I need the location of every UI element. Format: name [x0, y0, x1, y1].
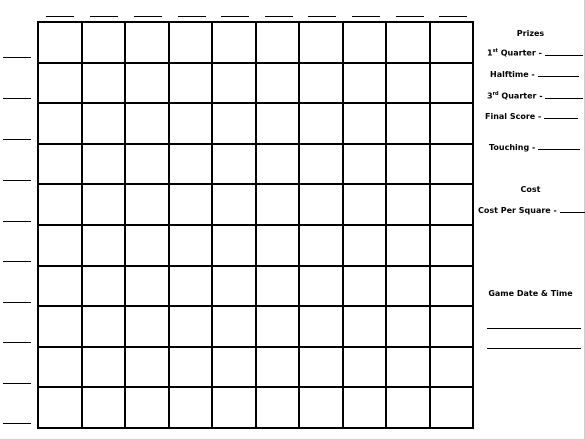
column-blank[interactable]: [308, 16, 336, 17]
grid-square[interactable]: [170, 64, 214, 105]
row-blank[interactable]: [3, 261, 31, 262]
grid-square[interactable]: [39, 307, 83, 348]
grid-square[interactable]: [170, 226, 214, 267]
column-number-blanks: [0, 0, 480, 22]
column-blank[interactable]: [221, 16, 249, 17]
grid-square[interactable]: [387, 185, 431, 226]
row-blank[interactable]: [3, 180, 31, 181]
grid-square[interactable]: [126, 307, 170, 348]
grid-square[interactable]: [39, 23, 83, 64]
grid-square[interactable]: [83, 185, 127, 226]
grid-square[interactable]: [344, 64, 388, 105]
grid-square[interactable]: [170, 307, 214, 348]
grid-square[interactable]: [387, 307, 431, 348]
cost-heading: Cost: [520, 185, 541, 194]
game-date-field[interactable]: [487, 328, 581, 329]
row-blank[interactable]: [3, 423, 31, 424]
grid-square[interactable]: [387, 64, 431, 105]
grid-square[interactable]: [300, 348, 344, 389]
grid-square[interactable]: [300, 226, 344, 267]
grid-square[interactable]: [213, 226, 257, 267]
prize-halftime-label: Halftime -: [490, 70, 535, 79]
row-blank[interactable]: [3, 139, 31, 140]
game-date-time-heading: Game Date & Time: [488, 289, 573, 298]
grid-square[interactable]: [83, 23, 127, 64]
column-blank[interactable]: [439, 16, 467, 17]
prize-first-quarter: [487, 48, 583, 58]
grid-square[interactable]: [431, 226, 475, 267]
grid-square[interactable]: [344, 226, 388, 267]
grid-square[interactable]: [431, 267, 475, 308]
row-blank[interactable]: [3, 342, 31, 343]
grid-square[interactable]: [431, 104, 475, 145]
grid-square[interactable]: [300, 23, 344, 64]
prize-first-quarter-ordinal: 1: [487, 48, 493, 58]
info-panel: [476, 0, 585, 440]
grid-square[interactable]: [387, 104, 431, 145]
grid-square[interactable]: [387, 23, 431, 64]
grid-square[interactable]: [257, 185, 301, 226]
prize-first-quarter-suffix: st: [492, 48, 498, 54]
grid-square[interactable]: [39, 104, 83, 145]
grid-square[interactable]: [300, 64, 344, 105]
grid-square[interactable]: [431, 64, 475, 105]
grid-square[interactable]: [39, 388, 83, 429]
grid-square[interactable]: [431, 348, 475, 389]
grid-square[interactable]: [83, 226, 127, 267]
grid-square[interactable]: [257, 307, 301, 348]
grid-square[interactable]: [126, 64, 170, 105]
grid-square[interactable]: [213, 267, 257, 308]
row-blank[interactable]: [3, 57, 31, 58]
grid-square[interactable]: [39, 145, 83, 186]
grid-square[interactable]: [257, 23, 301, 64]
grid-square[interactable]: [126, 145, 170, 186]
grid-square[interactable]: [83, 104, 127, 145]
grid-square[interactable]: [387, 226, 431, 267]
prize-third-quarter-ordinal: 3: [487, 91, 493, 101]
column-blank[interactable]: [178, 16, 206, 17]
prize-touching: [489, 143, 580, 152]
grid-square[interactable]: [39, 348, 83, 389]
grid-square[interactable]: [213, 145, 257, 186]
grid-square[interactable]: [213, 185, 257, 226]
grid-square[interactable]: [126, 185, 170, 226]
prizes-heading: Prizes: [516, 29, 545, 38]
grid-square[interactable]: [39, 64, 83, 105]
prize-final-score-label: Final Score -: [485, 112, 542, 121]
grid-square[interactable]: [344, 104, 388, 145]
game-time-field[interactable]: [487, 348, 581, 349]
grid-square[interactable]: [213, 64, 257, 105]
grid-square[interactable]: [300, 185, 344, 226]
grid-square[interactable]: [257, 348, 301, 389]
grid-square[interactable]: [300, 145, 344, 186]
grid-square[interactable]: [431, 388, 475, 429]
grid-square[interactable]: [83, 307, 127, 348]
prize-halftime: [490, 70, 579, 79]
grid-square[interactable]: [83, 388, 127, 429]
grid-square[interactable]: [257, 104, 301, 145]
prize-first-quarter-label: Quarter -: [500, 48, 542, 58]
grid-square[interactable]: [344, 348, 388, 389]
prize-first-quarter-field[interactable]: [545, 49, 583, 56]
row-blank[interactable]: [3, 221, 31, 222]
grid-square[interactable]: [257, 145, 301, 186]
grid-square[interactable]: [213, 348, 257, 389]
grid-square[interactable]: [257, 267, 301, 308]
prize-halftime-field[interactable]: [538, 70, 579, 77]
grid-square[interactable]: [300, 267, 344, 308]
grid-square[interactable]: [83, 145, 127, 186]
grid-square[interactable]: [126, 388, 170, 429]
grid-square[interactable]: [387, 348, 431, 389]
grid-square[interactable]: [431, 307, 475, 348]
column-blank[interactable]: [352, 16, 380, 17]
column-blank[interactable]: [134, 16, 162, 17]
grid-square[interactable]: [387, 267, 431, 308]
row-blank[interactable]: [3, 302, 31, 303]
prize-third-quarter-field[interactable]: [545, 92, 583, 99]
grid-square[interactable]: [170, 267, 214, 308]
grid-square[interactable]: [213, 104, 257, 145]
grid-square[interactable]: [431, 145, 475, 186]
grid-square[interactable]: [431, 185, 475, 226]
squares-grid: [37, 21, 474, 429]
grid-square[interactable]: [344, 23, 388, 64]
grid-square[interactable]: [126, 267, 170, 308]
grid-square[interactable]: [170, 145, 214, 186]
prize-final-score-field[interactable]: [544, 112, 578, 119]
prize-touching-label: Touching -: [489, 143, 536, 152]
grid-square[interactable]: [126, 348, 170, 389]
row-blank[interactable]: [3, 383, 31, 384]
grid-square[interactable]: [126, 104, 170, 145]
grid-square[interactable]: [387, 388, 431, 429]
column-blank[interactable]: [265, 16, 293, 17]
grid-square[interactable]: [257, 388, 301, 429]
grid-square[interactable]: [344, 388, 388, 429]
prize-third-quarter: [487, 91, 583, 101]
column-blank[interactable]: [396, 16, 424, 17]
prize-final-score: [485, 112, 578, 121]
grid-square[interactable]: [126, 226, 170, 267]
column-blank[interactable]: [46, 16, 74, 17]
grid-square[interactable]: [170, 23, 214, 64]
grid-square[interactable]: [39, 226, 83, 267]
grid-square[interactable]: [344, 145, 388, 186]
row-blank[interactable]: [3, 98, 31, 99]
row-number-blanks: [0, 0, 40, 440]
grid-square[interactable]: [300, 104, 344, 145]
grid-square[interactable]: [431, 23, 475, 64]
cost-per-square-field[interactable]: [560, 206, 585, 213]
grid-square[interactable]: [300, 307, 344, 348]
grid-square[interactable]: [344, 267, 388, 308]
column-blank[interactable]: [90, 16, 118, 17]
prize-touching-field[interactable]: [538, 143, 580, 150]
grid-square[interactable]: [83, 267, 127, 308]
grid-square[interactable]: [83, 348, 127, 389]
grid-square[interactable]: [344, 185, 388, 226]
grid-square[interactable]: [300, 388, 344, 429]
grid-square[interactable]: [387, 145, 431, 186]
grid-square[interactable]: [39, 185, 83, 226]
cost-per-square: [478, 206, 585, 215]
grid-square[interactable]: [213, 23, 257, 64]
grid-square[interactable]: [257, 64, 301, 105]
cost-per-square-label: Cost Per Square -: [478, 206, 557, 215]
grid-square[interactable]: [213, 388, 257, 429]
grid-square[interactable]: [83, 64, 127, 105]
grid-square[interactable]: [344, 307, 388, 348]
grid-square[interactable]: [213, 307, 257, 348]
prize-third-quarter-label: Quarter -: [501, 91, 543, 101]
grid-square[interactable]: [170, 388, 214, 429]
grid-square[interactable]: [170, 104, 214, 145]
grid-square[interactable]: [170, 185, 214, 226]
grid-square[interactable]: [126, 23, 170, 64]
grid-square[interactable]: [39, 267, 83, 308]
grid-square[interactable]: [170, 348, 214, 389]
grid-square[interactable]: [257, 226, 301, 267]
prize-third-quarter-suffix: rd: [492, 91, 499, 97]
